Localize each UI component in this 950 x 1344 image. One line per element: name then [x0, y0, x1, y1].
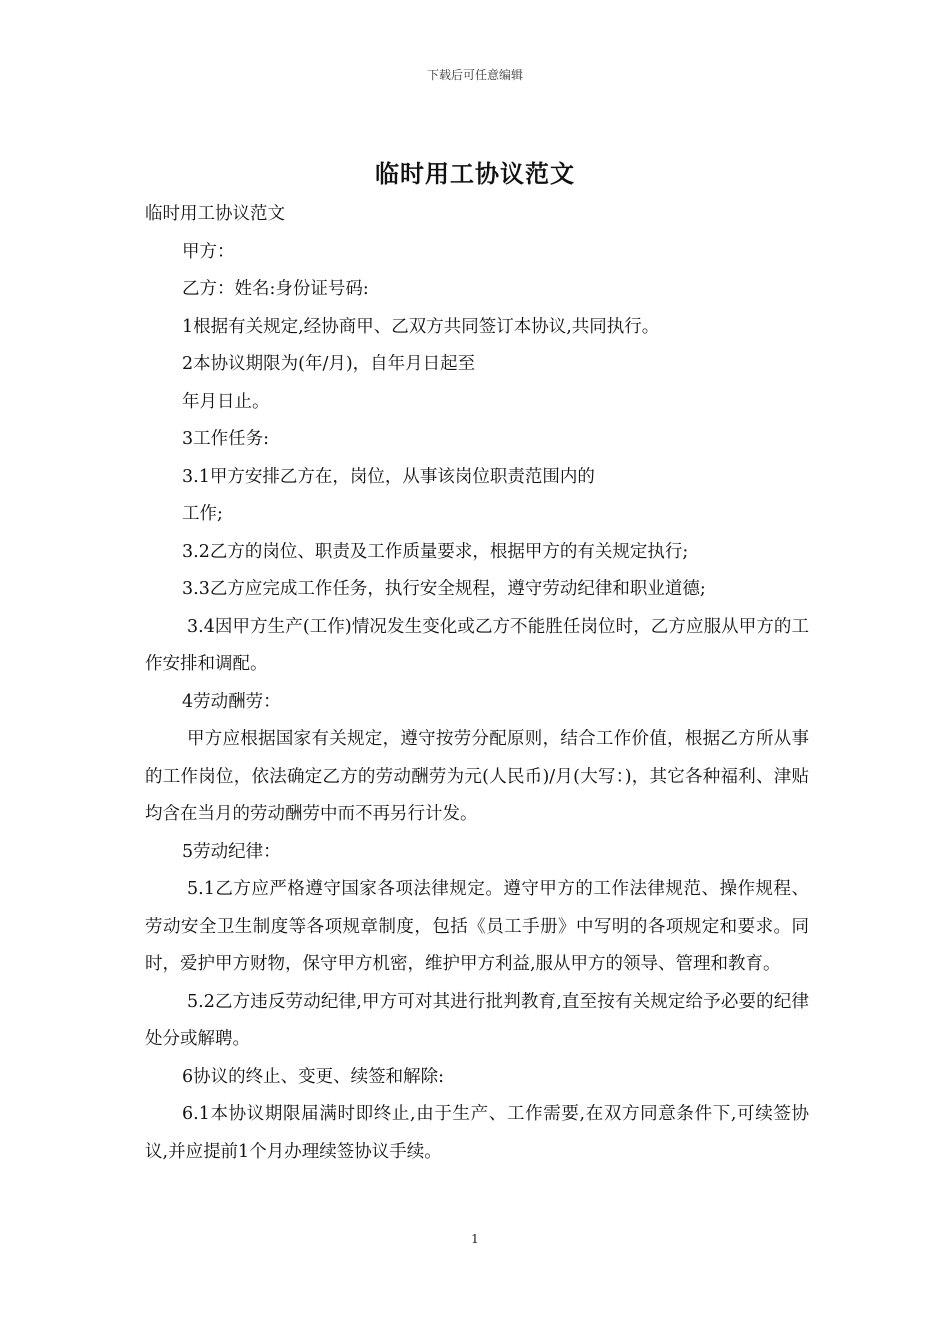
page-number: 1 [471, 1232, 479, 1246]
paragraph-party-b: 乙方：姓名:身份证号码: [182, 279, 369, 299]
paragraph-clause-3-1: 3.1甲方安排乙方在，岗位，从事该岗位职责范围内的 [182, 466, 595, 487]
paragraph-clause-4-body: 甲方应根据国家有关规定，遵守按劳分配原则，结合工作价值，根据乙方所从事的工作岗位，依法确定乙方的劳动酬劳为元(人民币)/月(大写：)，其它各种福利、津贴均含在当月的劳动酬劳中而不再另行计发。 [145, 729, 809, 824]
paragraph-clause-2: 2本协议期限为(年/月)，自年月日起至 [182, 354, 476, 374]
paragraph-clause-3-4: 3.4因甲方生产(工作)情况发生变化或乙方不能胜任岗位时，乙方应服从甲方的工作安排和调配。 [145, 616, 809, 674]
paragraph-clause-3-2: 3.2乙方的岗位、职责及工作质量要求，根据甲方的有关规定执行; [182, 541, 689, 562]
paragraph-clause-1: 1根据有关规定,经协商甲、乙双方共同签订本协议,共同执行。 [182, 316, 660, 337]
paragraph-clause-5: 5劳动纪律： [182, 841, 281, 862]
paragraph-clause-5-2: 5.2乙方违反劳动纪律,甲方可对其进行批判教育,直至按有关规定给予必要的纪律处分或解聘。 [145, 991, 809, 1049]
paragraph-clause-6: 6协议的终止、变更、续签和解除: [182, 1066, 445, 1087]
document-title: 临时用工协议范文 [375, 159, 575, 188]
paragraph-clause-5-1: 5.1乙方应严格遵守国家各项法律规定。遵守甲方的工作法律规范、操作规程、劳动安全卫生制度等各项规章制度，包括《员工手册》中写明的各项规定和要求。同时，爱护甲方财物，保守甲方机密，维护甲方利益,服从甲方的领导、管理和教育。 [145, 879, 809, 974]
document-body [145, 196, 809, 1171]
paragraph-clause-4: 4劳动酬劳： [182, 691, 281, 712]
paragraph-clause-3-1-cont: 工作; [182, 504, 223, 524]
paragraph-clause-2-cont: 年月日止。 [182, 391, 270, 412]
paragraph-clause-3: 3工作任务: [182, 429, 270, 449]
header-note: 下载后可任意编辑 [426, 68, 523, 82]
paragraph-clause-6-1: 6.1本协议期限届满时即终止,由于生产、工作需要,在双方同意条件下,可续签协议,并应提前1个月办理续签协议手续。 [145, 1104, 809, 1162]
paragraph-subtitle: 临时用工协议范文 [145, 204, 285, 224]
paragraph-party-a: 甲方： [182, 241, 235, 262]
paragraph-clause-3-3: 3.3乙方应完成工作任务，执行安全规程，遵守劳动纪律和职业道德; [182, 579, 706, 599]
